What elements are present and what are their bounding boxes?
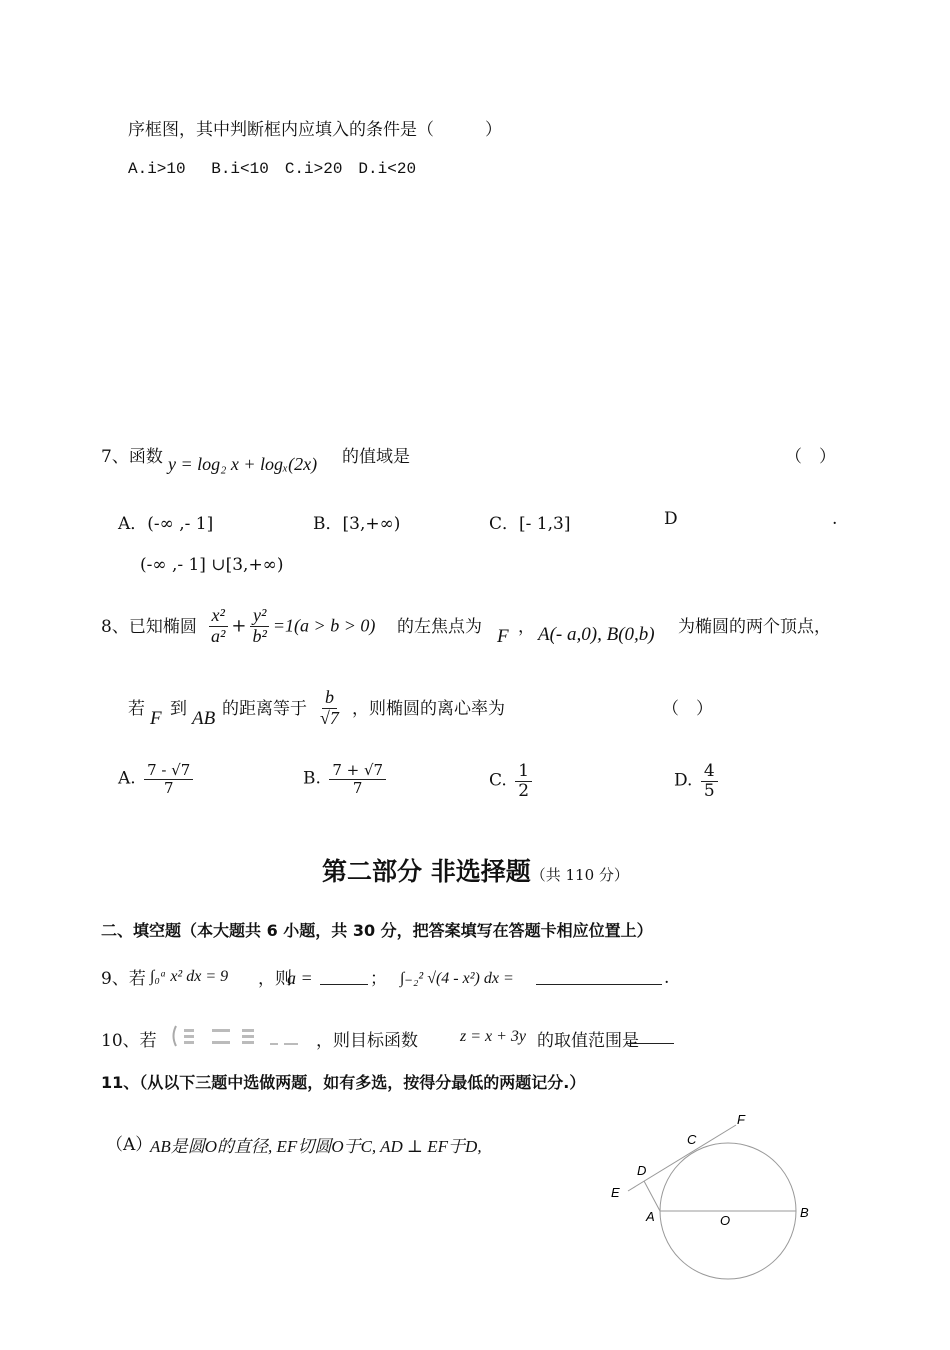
q9-integral2: ∫₋₂² √(4 - x²) dx = — [400, 970, 514, 987]
q7-option-b: B．[3,+∞) — [313, 514, 401, 534]
q9-semicolon: ； — [370, 969, 387, 989]
part2-title: 第二部分 非选择题 — [322, 857, 531, 886]
q8-ellipse-equation: $\frac{\text{x²}}{\text{a²}}$ + $\frac{\text{y²}}{\text{b²}}$ =1(a > b > 0) — [205, 606, 375, 647]
q8-option-a — [118, 762, 196, 796]
q8-ellipse-y: y² — [250, 606, 269, 627]
q8-option-a-num: 7 - √7 — [144, 762, 193, 780]
q7-option-d-dot: . — [832, 509, 838, 529]
q8-option-d-label: D. — [674, 770, 693, 791]
q7-formula: y = log₂ x + logₓ(2x) — [168, 454, 318, 474]
q10-mid: ，则目标函数 — [316, 1031, 418, 1051]
q6-question-line: 序框图，其中判断框内应填入的条件是（ ） — [128, 120, 502, 140]
circle-tangent-diagram — [600, 1105, 830, 1285]
label-E: E — [611, 1185, 620, 1200]
q8-option-b-label: B. — [303, 768, 321, 789]
q8-ellipse-b: b² — [252, 625, 267, 646]
q8-answer-paren: （ ） — [662, 699, 713, 719]
q8-dist-den: √7 — [320, 707, 339, 728]
q7-option-c: C．[- 1,3] — [489, 514, 571, 534]
label-F: F — [737, 1112, 745, 1127]
q9-a-eq: a = — [287, 968, 313, 988]
label-A: A — [646, 1209, 655, 1224]
q10-blank[interactable] — [626, 1043, 674, 1044]
q9-end: . — [664, 968, 670, 988]
q8-focus-text: 的左焦点为 — [397, 617, 482, 637]
q8-option-c-label: C. — [489, 770, 507, 791]
q8-option-b — [303, 762, 389, 796]
q11-heading: 11、（从以下三题中选做两题，如有多选，按得分最低的两题记分.） — [101, 1073, 586, 1092]
q8-ellipse-tail: =1(a > b > 0) — [272, 615, 376, 636]
q8-dist-num: b — [322, 688, 337, 709]
q10-constraint-system-image — [170, 1024, 315, 1048]
q8-line2-tail: ，则椭圆的离心率为 — [352, 699, 505, 719]
q8-option-d — [674, 762, 721, 800]
q8-line2-F: F — [150, 708, 162, 729]
part2-subtitle: （共 110 分） — [530, 866, 629, 884]
q8-focus: F — [497, 626, 509, 647]
q9-blank-1[interactable] — [320, 984, 368, 985]
label-D: D — [637, 1163, 647, 1178]
q9-number: 9、若 — [101, 969, 146, 989]
q8-option-a-den: 7 — [163, 778, 174, 797]
q8-points-tail: 为椭圆的两个顶点， — [678, 617, 831, 637]
q9-blank-2[interactable] — [536, 984, 662, 985]
q8-option-c — [489, 762, 535, 800]
q9-integral1: ∫₀ᵃ x² dx = 9 — [150, 968, 229, 985]
segment-ad — [644, 1181, 660, 1211]
q8-option-c-num: 1 — [515, 762, 532, 782]
q6-options: A.i>10 B.i<10 C.i>20 D.i<20 — [128, 160, 417, 178]
q8-line2-if: 若 — [128, 699, 145, 719]
q7-option-d-value: (-∞ ,- 1] ∪[3,+∞) — [140, 555, 284, 575]
label-O: O — [720, 1213, 731, 1228]
q7-option-a: A．(-∞ ,- 1] — [118, 514, 214, 534]
q8-option-d-den: 5 — [703, 780, 715, 801]
q7-option-d-label: D — [664, 509, 678, 529]
q8-option-c-den: 2 — [518, 780, 530, 801]
q8-ellipse-a: a² — [211, 625, 226, 646]
label-C: C — [687, 1132, 697, 1147]
q10-number: 10、若 — [101, 1031, 157, 1051]
q8-option-b-den: 7 — [352, 778, 363, 797]
q8-comma: ， — [518, 617, 535, 637]
q8-option-d-num: 4 — [701, 762, 718, 782]
label-B: B — [800, 1205, 809, 1220]
q7-answer-paren: （ ） — [785, 447, 836, 467]
q11-part-a-label: （A） — [106, 1135, 153, 1155]
q11-part-a-text: AB是圆O的直径, EF切圆O于C, AD ⊥ EF于D, — [150, 1137, 482, 1156]
q7-number: 7、函数 — [101, 447, 163, 467]
q8-points: A(- a,0), B(0,b) — [538, 624, 655, 645]
section2-heading: 二、填空题（本大题共 6 小题，共 30 分，把答案填写在答题卡相应位置上） — [101, 921, 653, 940]
q8-option-a-label: A. — [118, 768, 136, 789]
q8-line2-dist: 的距离等于 — [222, 699, 307, 719]
q8-distance-fraction — [314, 688, 345, 729]
q7-tail: 的值域是 — [342, 447, 410, 467]
q10-z-formula: z = x + 3y — [460, 1028, 527, 1045]
q8-number: 8、已知椭圆 — [101, 617, 197, 637]
q8-option-b-num: 7 + √7 — [329, 762, 386, 780]
q9-then: ，则 — [258, 969, 292, 989]
q8-ellipse-x: x² — [209, 606, 228, 627]
part2-title-line — [322, 852, 629, 888]
q8-line2-to: 到 — [170, 699, 187, 719]
q10-tail: 的取值范围是 — [537, 1031, 639, 1051]
q8-line2-AB: AB — [192, 708, 216, 729]
